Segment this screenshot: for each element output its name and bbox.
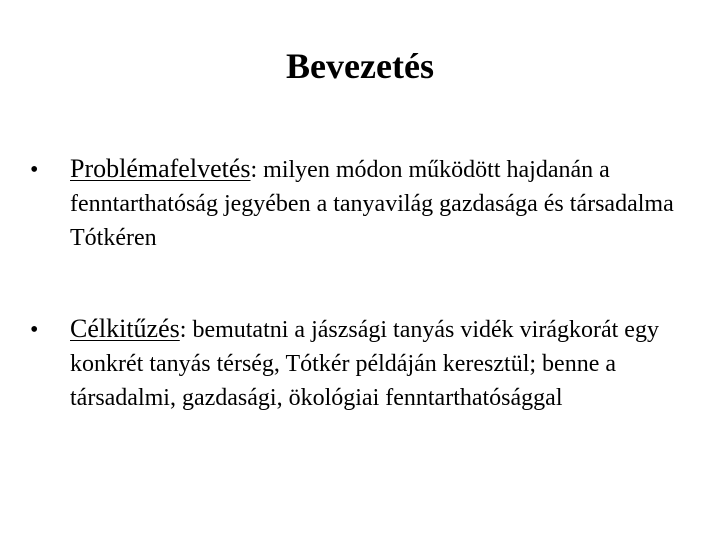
bullet-dot-icon: • (30, 157, 39, 183)
bullet-separator: : (250, 157, 258, 183)
bullet-text (70, 312, 690, 415)
bullet-term: Problémafelvetés (70, 154, 251, 183)
bullet-separator: : (179, 317, 187, 343)
bullet-body: milyen módon működött hajdanán a fenntarthatóság jegyében a tanyavilág gazdasága és társadalma Tótkéren (70, 157, 674, 251)
bullet-body: bemutatni a jászsági tanyás vidék virágkorát egy konkrét tanyás térség, Tótkér példáján keresztül; benne a társadalmi, gazdasági, ökológiai fenntarthatósággal (70, 317, 659, 411)
bullet-text (70, 152, 690, 255)
bullet-term: Célkitűzés (70, 314, 180, 343)
bullet-dot-icon: • (30, 317, 39, 343)
bullet-item-problem (30, 152, 690, 255)
bullet-item-goal (30, 312, 690, 415)
slide-title: Bevezetés (286, 46, 434, 86)
